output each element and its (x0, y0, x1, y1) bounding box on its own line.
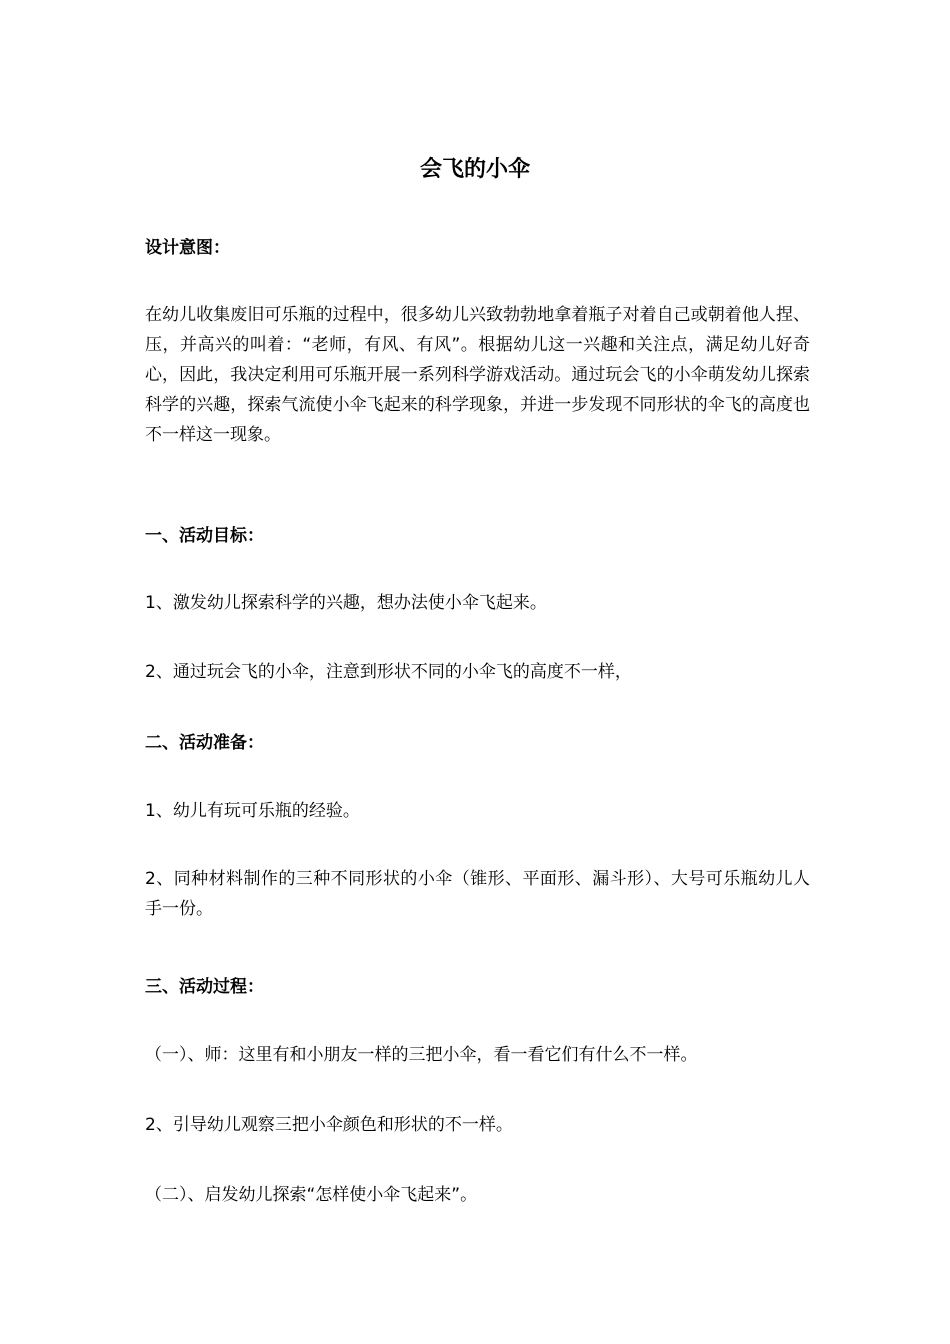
document-title: 会飞的小伞 (419, 157, 530, 182)
process-step-2: 2、引导幼儿观察三把小伞颜色和形状的不一样。 (145, 1115, 513, 1135)
prep-item-2: 2、同种材料制作的三种不同形状的小伞（锥形、平面形、漏斗形）、大号可乐瓶幼儿人手一份。 (145, 869, 810, 919)
goal-item-2: 2、通过玩会飞的小伞，注意到形状不同的小伞飞的高度不一样， (145, 662, 632, 682)
activity-prep-heading: 二、活动准备： (145, 733, 264, 753)
design-intent-heading: 设计意图： (145, 238, 230, 258)
activity-goals-heading: 一、活动目标： (145, 526, 264, 546)
goal-item-1: 1、激发幼儿探索科学的兴趣，想办法使小伞飞起来。 (145, 593, 547, 613)
process-step-3: （二）、启发幼儿探索“怎样使小伞飞起来”。 (145, 1185, 478, 1205)
process-step-1: （一）、师：这里有和小朋友一样的三把小伞，看一看它们有什么不一样。 (145, 1045, 698, 1065)
activity-process-heading: 三、活动过程： (145, 977, 264, 997)
prep-item-1: 1、幼儿有玩可乐瓶的经验。 (145, 801, 360, 821)
design-intent-paragraph: 在幼儿收集废旧可乐瓶的过程中，很多幼儿兴致勃勃地拿着瓶子对着自己或朝着他人捏、压，并高兴的叫着：“老师，有风、有风”。根据幼儿这一兴趣和关注点，满足幼儿好奇心，因此，我决定利用可乐瓶开展一系列科学游戏活动。通过玩会飞的小伞萌发幼儿探索科学的兴趣，探索气流使小伞飞起来的科学现象，并进一步发现不同形状的伞飞的高度也不一样这一现象。 (145, 305, 810, 445)
